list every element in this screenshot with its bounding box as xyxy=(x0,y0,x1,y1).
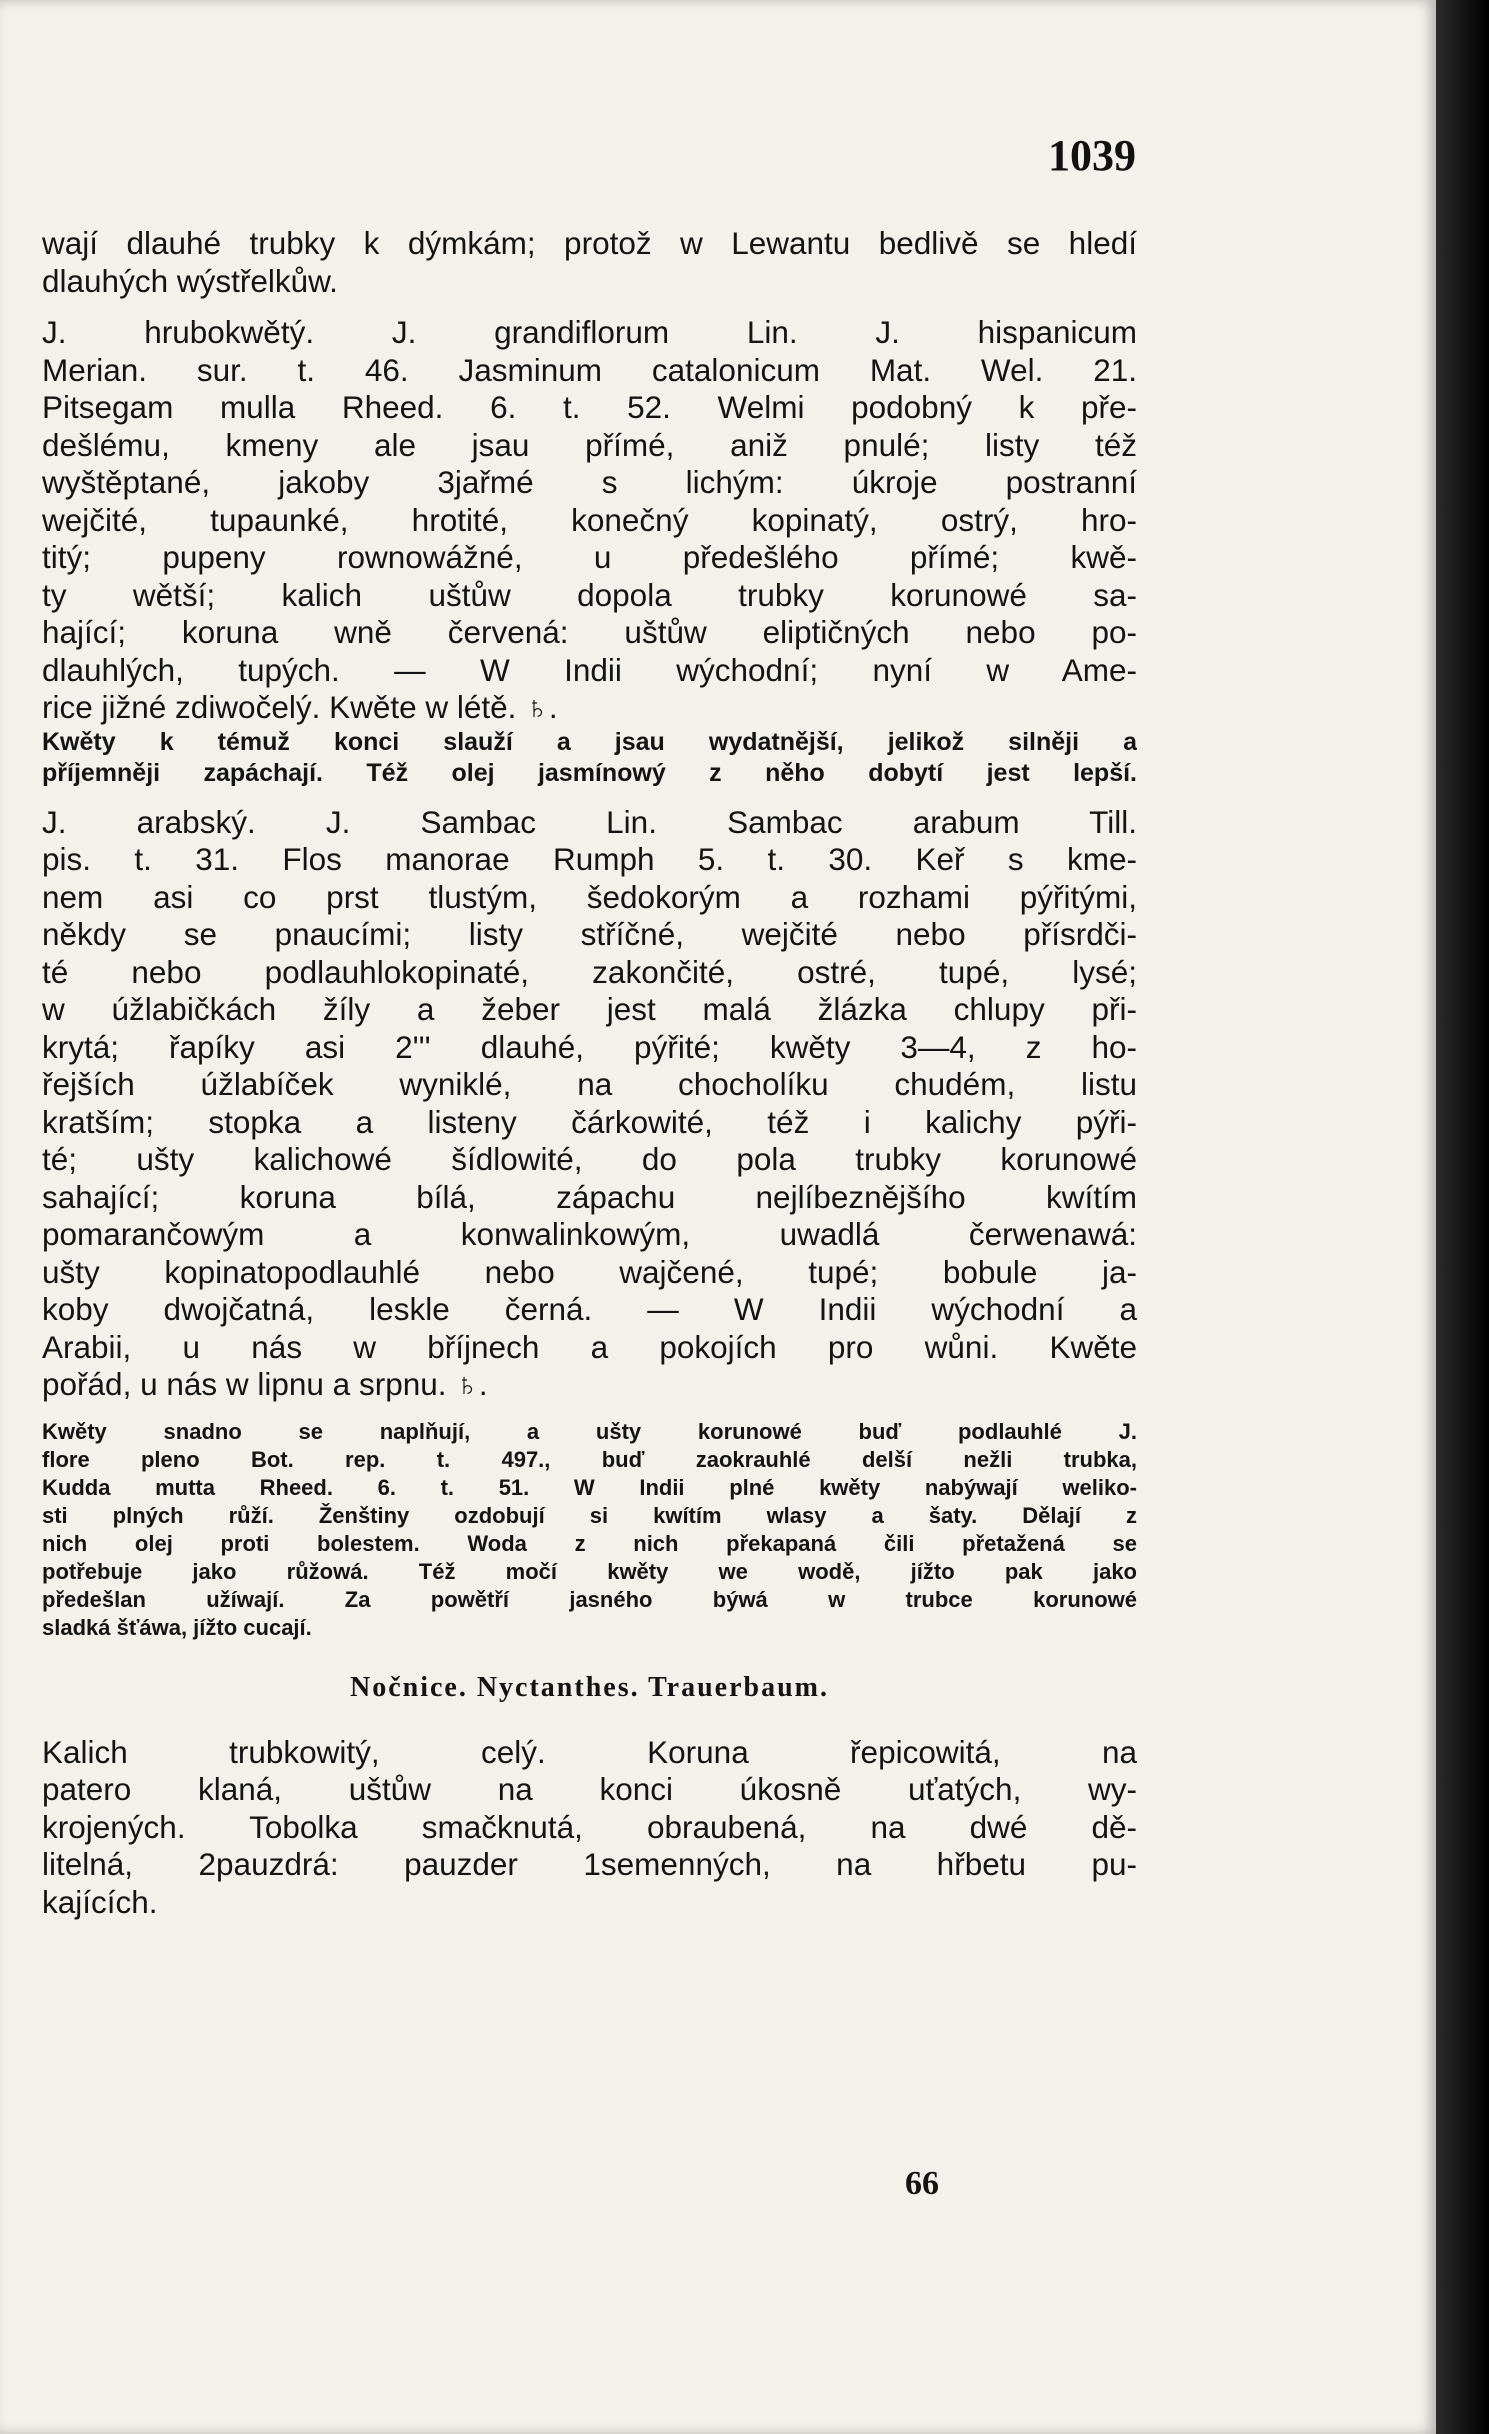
page-text xyxy=(42,225,1137,1921)
text-line: Merian. sur. t. 46. Jasminum catalonicum Mat. Wel. 21. xyxy=(42,351,1137,388)
note-line: flore pleno Bot. rep. t. 497., buď zaokrauhlé delší nežli trubka, xyxy=(42,1446,1137,1472)
text-line: krytá; řapíky asi 2''' dlauhé, pýřité; kwěty 3—4, z ho- xyxy=(42,1028,1137,1065)
note-paragraph xyxy=(42,1418,1137,1642)
text-line: Kalich trubkowitý, celý. Koruna řepicowitá, na xyxy=(42,1733,1137,1770)
text-line: titý; pupeny rownowážné, u předešlého přímé; kwě- xyxy=(42,539,1137,575)
folio-number: 1039 xyxy=(1048,131,1136,180)
note-line: předešlan užíwají. Za powětří jasného býwá w trubce korunowé xyxy=(42,1586,1137,1612)
text-line: kajících. xyxy=(42,1883,158,1920)
text-line: wejčité, tupaunké, hrotité, konečný kopinatý, ostrý, hro- xyxy=(42,501,1137,538)
scan-border xyxy=(1436,0,1489,2434)
text-line: w úžlabičkách žíly a žeber jest malá žlázka chlupy při- xyxy=(42,991,1137,1027)
signature-number: 66 xyxy=(905,2165,939,2202)
text-line: dlauhlých, tupých. — W Indii wýchodní; nyní w Ame- xyxy=(42,651,1137,688)
text-line: koby dwojčatná, leskle černá. — W Indii wýchodní a xyxy=(42,1291,1137,1327)
text-line: dešlému, kmeny ale jsau přímé, aniž pnulé; listy též xyxy=(42,426,1137,463)
text-line: rice jižné zdiwočelý. Kwěte w létě. ♄. xyxy=(42,689,558,725)
text-line: ušty kopinatopodlauhlé nebo wajčené, tupé; bobule ja- xyxy=(42,1253,1137,1290)
text-line: krojených. Tobolka smačknutá, obraubená, na dwé dě- xyxy=(42,1808,1137,1845)
text-line: litelná, 2pauzdrá: pauzder 1semenných, na hřbetu pu- xyxy=(42,1846,1137,1882)
text-line: J. arabský. J. Sambac Lin. Sambac arabum Till. xyxy=(42,803,1137,840)
text-line: Pitsegam mulla Rheed. 6. t. 52. Welmi podobný k pře- xyxy=(42,389,1137,425)
text-line: pomarančowým a konwalinkowým, uwadlá čerwenawá: xyxy=(42,1216,1137,1252)
text-line: wají dlauhé trubky k dýmkám; protož w Lewantu bedlivě se hledí xyxy=(42,225,1137,261)
entry-jasminum-sambac xyxy=(42,804,1137,1404)
entry-jasminum-grandiflorum xyxy=(42,314,1137,727)
genus-description xyxy=(42,1734,1137,1922)
note-line: příjemněji zapáchají. Též olej jasmínowý z něho dobytí jest lepší. xyxy=(42,759,1137,787)
text-line: dlauhých wýstřelkůw. xyxy=(42,262,338,299)
text-line: ty wětší; kalich uštůw dopola trubky korunowé sa- xyxy=(42,576,1137,613)
text-line: patero klaná, uštůw na konci úkosně uťatých, wy- xyxy=(42,1771,1137,1807)
text-line: té; ušty kalichowé šídlowité, do pola trubky korunowé xyxy=(42,1141,1137,1177)
text-line: wyštěptané, jakoby 3jařmé s lichým: úkroje postranní xyxy=(42,464,1137,500)
note-line: Kwěty snadno se naplňují, a ušty korunowé buď podlauhlé J. xyxy=(42,1418,1137,1444)
note-line: sti plných růží. Ženštiny ozdobují si kwítím wlasy a šaty. Dělají z xyxy=(42,1502,1137,1528)
text-line: řejších úžlabíček wyniklé, na chocholíku chudém, listu xyxy=(42,1066,1137,1102)
text-line: hající; koruna wně červená: uštůw eliptičných nebo po- xyxy=(42,614,1137,650)
text-line: kratším; stopka a listeny čárkowité, též i kalichy pýři- xyxy=(42,1103,1137,1140)
note-line: potřebuje jako růžowá. Též močí kwěty we wodě, jížto pak jako xyxy=(42,1558,1137,1584)
text-line: pořád, u nás w lipnu a srpnu. ♄. xyxy=(42,1366,488,1402)
note-line: Kudda mutta Rheed. 6. t. 51. W Indii plné kwěty nabýwají weliko- xyxy=(42,1474,1137,1500)
text-line: nem asi co prst tlustým, šedokorým a rozhami pýřitými, xyxy=(42,878,1137,915)
paragraph-continuation xyxy=(42,225,1137,300)
text-line: té nebo podlauhlokopinaté, zakončité, ostré, tupé, lysé; xyxy=(42,953,1137,990)
text-line: někdy se pnaucími; listy stříčné, wejčité nebo přísrdči- xyxy=(42,916,1137,952)
note-line: nich olej proti bolestem. Woda z nich překapaná čili přetažená se xyxy=(42,1530,1137,1556)
note-line: Kwěty k témuž konci slauží a jsau wydatnější, jelikož silněji a xyxy=(42,727,1137,756)
text-line: Arabii, u nás w bříjnech a pokojích pro wůni. Kwěte xyxy=(42,1328,1137,1365)
text-line: sahající; koruna bílá, zápachu nejlíbeznějšího kwítím xyxy=(42,1178,1137,1215)
text-line: J. hrubokwětý. J. grandiflorum Lin. J. hispanicum xyxy=(42,314,1137,350)
genus-heading: Nočnice. Nyctanthes. Trauerbaum. xyxy=(349,1671,830,1703)
note-paragraph xyxy=(42,727,1137,790)
text-line: pis. t. 31. Flos manorae Rumph 5. t. 30. Keř s kme- xyxy=(42,841,1137,877)
note-line: sladká šťáwa, jížto cucají. xyxy=(42,1614,312,1640)
